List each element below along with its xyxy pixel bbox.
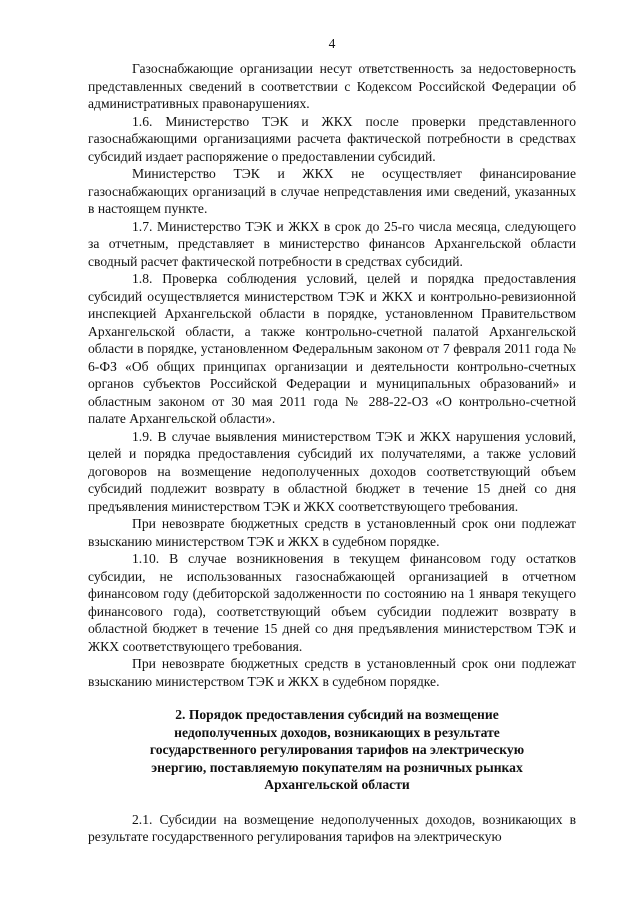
paragraph-1-10-recovery: При невозврате бюджетных средств в установленный срок они подлежат взысканию министерством ТЭК и ЖКХ в судебном порядке. <box>88 656 576 689</box>
paragraph-1-8: 1.8. Проверка соблюдения условий, целей и порядка предоставления субсидий осуществляется министерством ТЭК и ЖКХ и контрольно-ревизионной инспекцией Архангельской области в порядке, установленном Правительством Архангельской области, а также контрольно-счетной палатой Архангельской области в порядке, установленном Федеральным законом от 7 февраля 2011 года № 6-ФЗ «Об общих принципах организации и деятельности контрольно-счетных органов субъектов Российской Федерации и муниципальных образований» и областным законом от 30 мая 2011 года № 288-22-ОЗ «О контрольно-счетной палате Архангельской области». <box>88 271 576 426</box>
paragraph-1-6: 1.6. Министерство ТЭК и ЖКХ после проверки представленного газоснабжающими организациями расчета фактической потребности в средствах субсидий издает распоряжение о предоставлении субсидий. <box>88 113 576 164</box>
paragraph-2-1: 2.1. Субсидии на возмещение недополученных доходов, возникающих в результате государственного регулирования тарифов на электрическую <box>88 811 576 844</box>
paragraph-1-9-recovery: При невозврате бюджетных средств в установленный срок они подлежат взысканию министерством ТЭК и ЖКХ в судебном порядке. <box>88 516 576 549</box>
paragraph-1-6-financing: Министерство ТЭК и ЖКХ не осуществляет финансирование газоснабжающих организаций в случае непредставления ими сведений, указанных в настоящем пункте. <box>88 166 576 216</box>
paragraph-1-10: 1.10. В случае возникновения в текущем финансовом году остатков субсидии, не использованных газоснабжающей организацией в отчетном финансовом году (дебиторской задолженности по состоянию на 1 января текущего финансового года), соответствующий объем субсидии подлежит возврату в областной бюджет в течение 15 дней со дня предъявления министерством ТЭК и ЖКХ соответствующего требования. <box>88 551 576 654</box>
paragraph-1-9: 1.9. В случае выявления министерством ТЭК и ЖКХ нарушения условий, целей и порядка предоставления субсидий их получателями, а также условий договоров на возмещение недополученных доходов соответствующий объем субсидий подлежит возврату в областной бюджет в течение 15 дней со дня предъявления министерством ТЭК и ЖКХ соответствующего требования. <box>88 428 576 514</box>
section-heading: 2. Порядок предоставления субсидий на возмещение недополученных доходов, возникающих в результате государственного регулирования тарифов на электрическую энергию, поставляемую покупателям на розничных рынках Архангельской области <box>149 707 525 792</box>
heading-spacer <box>88 794 576 811</box>
section-spacer <box>88 690 576 706</box>
paragraph-responsibility: Газоснабжающие организации несут ответственность за недостоверность представленных сведений в соответствии с Кодексом Российской Федерации об административных правонарушениях. <box>88 61 576 111</box>
page-number: 4 <box>328 36 336 51</box>
paragraph-1-7: 1.7. Министерство ТЭК и ЖКХ в срок до 25-го числа месяца, следующего за отчетным, представляет в министерство финансов Архангельской области сводный расчет фактической потребности в средствах субсидий. <box>88 218 576 269</box>
